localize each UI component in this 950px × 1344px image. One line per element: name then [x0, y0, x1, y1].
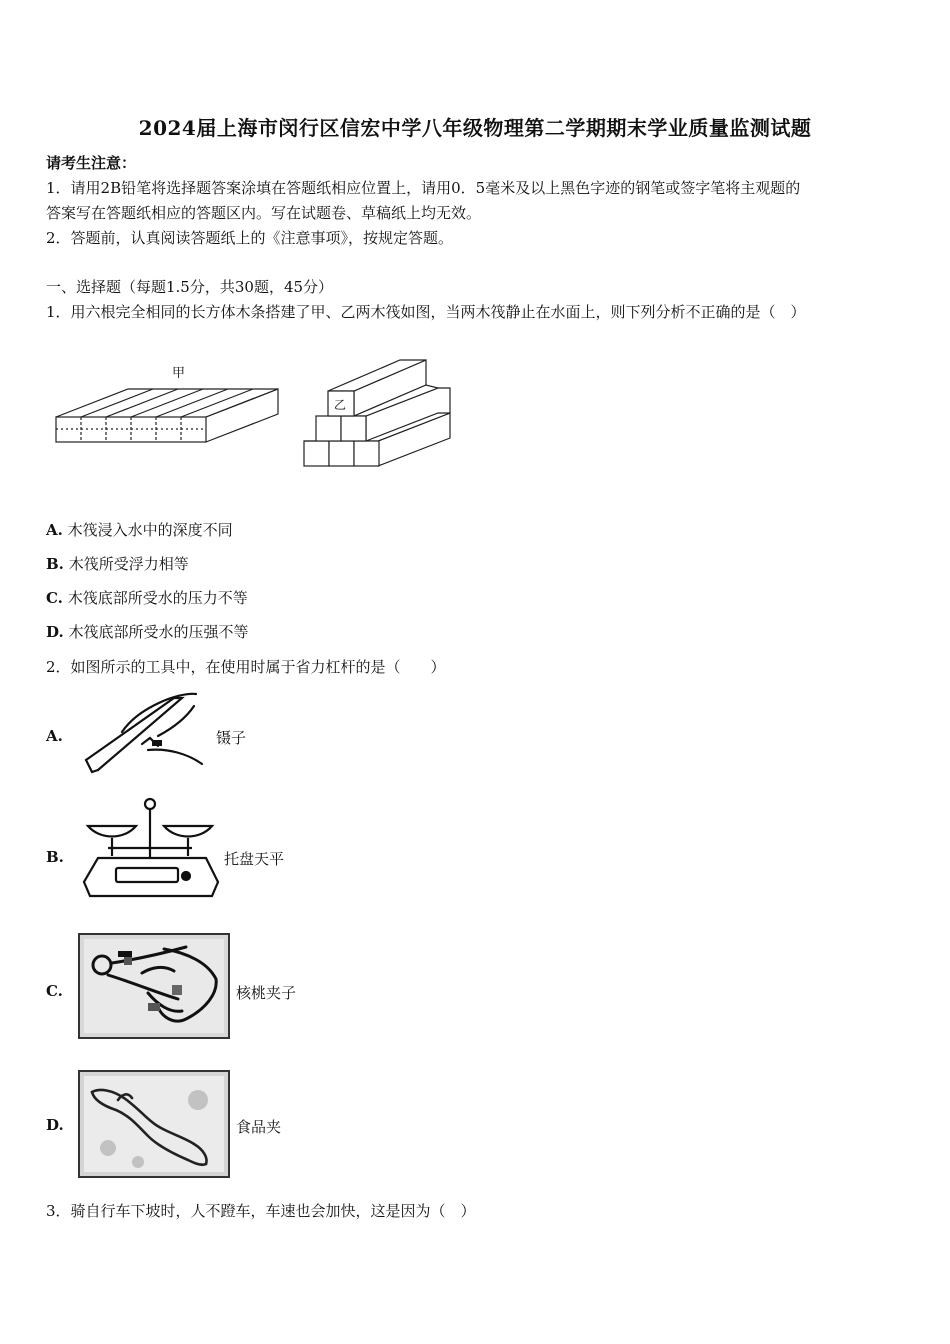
option-label: D. [46, 623, 64, 641]
raft-figure [40, 355, 470, 480]
q2-option-d-label[interactable]: D. [46, 1116, 64, 1134]
q2-option-b-text: 托盘天平 [224, 850, 285, 868]
notice-line-1b: 答案写在答题纸相应的答题区内。写在试题卷、草稿纸上均无效。 [46, 204, 482, 222]
page-title: 2024届上海市闵行区信宏中学八年级物理第二学期期末学业质量监测试题 [138, 116, 812, 140]
section-heading: 一、选择题（每题1.5分，共30题，45分） [46, 278, 334, 296]
option-text: 木筏浸入水中的深度不同 [67, 521, 233, 539]
nutcracker-image [78, 933, 230, 1039]
q2-option-b-label[interactable]: B. [46, 848, 64, 866]
option-text: 木筏所受浮力相等 [68, 555, 189, 573]
option-label: A. [46, 521, 63, 539]
q3-stem: 3．骑自行车下坡时，人不蹬车，车速也会加快，这是因为（ ） [46, 1202, 476, 1220]
option-text: 木筏底部所受水的压强不等 [68, 623, 249, 641]
q2-option-c-text: 核桃夹子 [236, 984, 297, 1002]
notice-heading: 请考生注意： [46, 154, 137, 172]
q1-stem: 1．用六根完全相同的长方体木条搭建了甲、乙两木筏如图，当两木筏静止在水面上，则下列分析不正确的是（ ） [46, 303, 806, 321]
notice-line-2: 2．答题前，认真阅读答题纸上的《注意事项》，按规定答题。 [46, 229, 454, 247]
notice-line-1: 1．请用2B铅笔将选择题答案涂填在答题纸相应位置上，请用0．5毫米及以上黑色字迹的钢笔或签字笔将主观题的 [46, 179, 801, 197]
raft-label-yi: 乙 [334, 398, 347, 412]
q2-option-d-text: 食品夹 [236, 1118, 282, 1136]
option-text: 木筏底部所受水的压力不等 [67, 589, 248, 607]
q1-option-c[interactable] [46, 587, 248, 608]
q2-option-c-label[interactable]: C. [46, 982, 63, 1000]
option-label: C. [46, 589, 63, 607]
option-label: B. [46, 555, 64, 573]
food-tongs-image [78, 1070, 230, 1178]
q1-option-a[interactable] [46, 519, 233, 540]
tweezers-image [78, 688, 213, 780]
balance-image [80, 796, 222, 901]
q1-option-d[interactable] [46, 621, 249, 642]
q2-stem: 2．如图所示的工具中，在使用时属于省力杠杆的是（ ） [46, 658, 446, 676]
q2-option-a-text: 镊子 [216, 729, 247, 747]
q1-option-b[interactable] [46, 553, 189, 574]
raft-label-jia: 甲 [172, 366, 186, 381]
q2-option-a-label[interactable]: A. [46, 727, 63, 745]
